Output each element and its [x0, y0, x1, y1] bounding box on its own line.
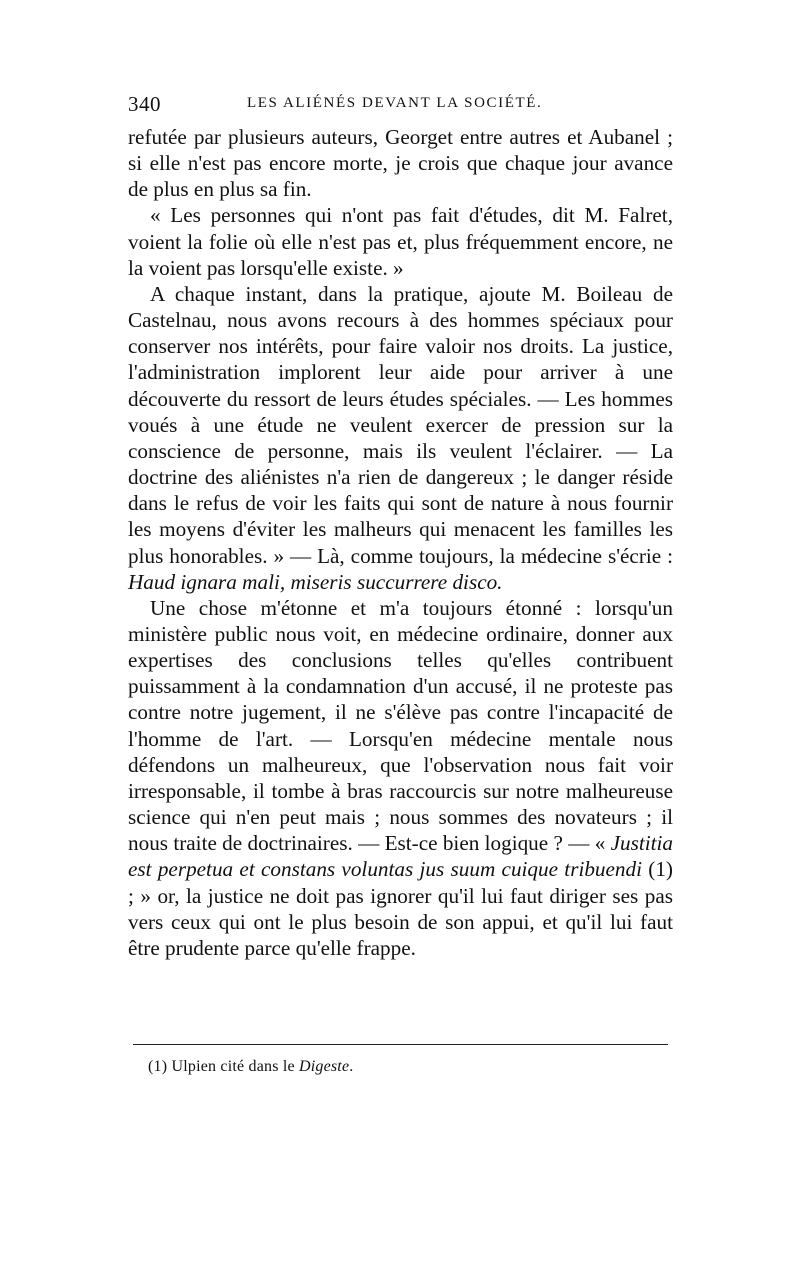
page-number: 340: [128, 92, 161, 116]
latin-quote-justitia: Justitia est perpetua et constans voluntas jus suum cuique tribuendi: [128, 831, 673, 882]
footnote-text-c: .: [349, 1058, 354, 1075]
paragraph-1-text: refutée par plusieurs auteurs, Georget entre autres et Aubanel ; si elle n'est pas encore morte, je crois que chaque jour avance de plus en plus sa fin.: [128, 125, 673, 202]
page-header: [128, 92, 672, 118]
footnote-divider: [133, 1044, 668, 1045]
footnote-marker: (1): [148, 1058, 172, 1075]
paragraph-2-falret-quote: [128, 202, 673, 280]
paragraph-1: [128, 124, 673, 202]
paragraph-4-text-a: Une chose m'étonne et m'a toujours étonné : lorsqu'un ministère public nous voit, en médecine ordinaire, donner aux expertises des conclusions telles qu'elles contribuent puissamment à la condamnation d'un accusé, il ne proteste pas contre notre jugement, il ne s'élève pas contre l'incapacité de l'homme de l'art. — Lorsqu'en médecine mentale nous défendons un malheureux, que l'observation nous fait voir irresponsable, il tombe à bras raccourcis sur notre malheureuse science qui n'en peut mais ; nous sommes des novateurs ; il nous traite de doctrinaires. — Est-ce bien logique ? — «: [128, 595, 673, 856]
paragraph-2-text: « Les personnes qui n'ont pas fait d'études, dit M. Falret, voient la folie où elle n'est pas et, plus fréquemment encore, ne la voient pas lorsqu'elle existe. »: [128, 203, 673, 280]
paragraph-4-text-b: (1) ; » or, la justice ne doit pas ignorer qu'il lui faut diriger ses pas vers ceux qui ont le plus besoin de son appui, et qu'il lui faut être prudente parce qu'elle frappe.: [128, 857, 673, 960]
footnote-1: [148, 1058, 353, 1076]
footnote-digeste: Digeste: [298, 1058, 350, 1075]
paragraph-4: [128, 595, 673, 961]
paragraph-3-text: A chaque instant, dans la pratique, ajoute M. Boileau de Castelnau, nous avons recours à des hommes spéciaux pour conserver nos intérêts, pour faire valoir nos droits. La justice, l'administration implorent leur aide pour arriver à une découverte du ressort de leurs études spéciales. — Les hommes voués à une étude ne veulent exercer de pression sur la conscience de personne, mais ils veulent l'éclairer. — La doctrine des aliénistes n'a rien de dangereux ; le danger réside dans le refus de voir les faits qui sont de nature à nous fournir les moyens d'éviter les malheurs qui menacent les familles les plus honorables. » — Là, comme toujours, la médecine s'écrie :: [128, 281, 673, 568]
running-title: LES ALIÉNÉS DEVANT LA SOCIÉTÉ.: [247, 95, 543, 111]
body-text: [128, 124, 673, 961]
footnote-text-a: Ulpien cité dans le: [171, 1058, 299, 1075]
paragraph-3-boileau-quote: [128, 281, 673, 595]
latin-quote-haud-ignara: Haud ignara mali, miseris succurrere disco.: [128, 569, 503, 594]
